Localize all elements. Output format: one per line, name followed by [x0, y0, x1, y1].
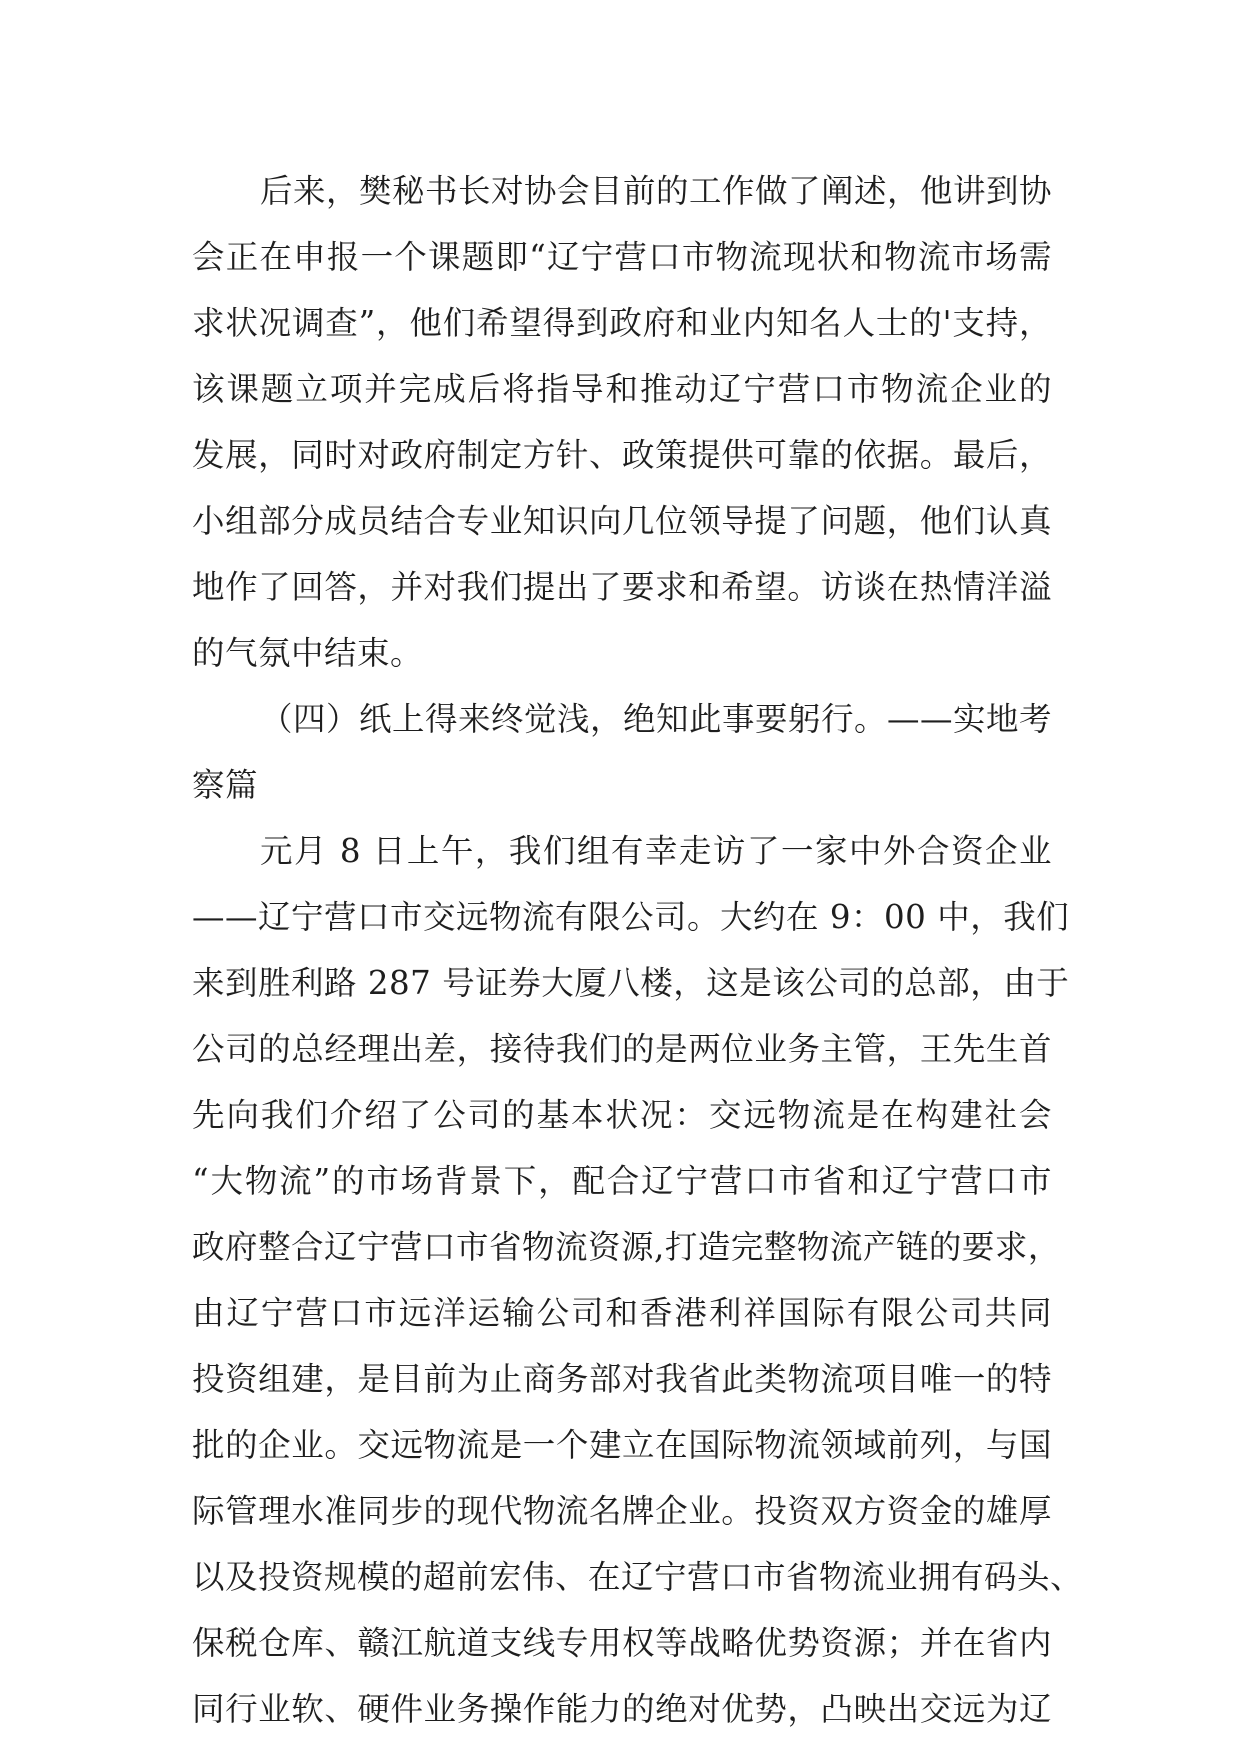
text-line: 元月 8 日上午，我们组有幸走访了一家中外合资企业	[260, 832, 1052, 870]
text-line: 发展，同时对政府制定方针、政策提供可靠的依据。最后，	[192, 436, 1052, 474]
section-heading	[192, 686, 1052, 818]
text-line: 后来，樊秘书长对协会目前的工作做了阐述，他讲到协	[260, 172, 1053, 210]
text-line: 求状况调查”，他们希望得到政府和业内知名人士的'支持，	[192, 304, 1052, 342]
text-line: “大物流”的市场背景下，配合辽宁营口市省和辽宁营口市	[192, 1162, 1052, 1200]
text-line: 地作了回答，并对我们提出了要求和希望。访谈在热情洋溢	[192, 568, 1052, 606]
text-line: 以及投资规模的超前宏伟、在辽宁营口市省物流业拥有码头、	[192, 1558, 1084, 1596]
paragraph-1	[192, 158, 1052, 686]
paragraph-2	[192, 818, 1084, 1742]
text-line: 由辽宁营口市远洋运输公司和香港利祥国际有限公司共同	[192, 1294, 1052, 1332]
text-line: 政府整合辽宁营口市省物流资源,打造完整物流产链的要求，	[192, 1228, 1061, 1266]
text-line: ——辽宁营口市交远物流有限公司。大约在 9：00 中，我们	[192, 898, 1070, 936]
document-body	[192, 158, 1084, 1742]
text-line: 同行业软、硬件业务操作能力的绝对优势，凸映出交远为辽	[192, 1690, 1052, 1728]
text-line: 小组部分成员结合专业知识向几位领导提了问题，他们认真	[192, 502, 1052, 540]
text-line: 公司的总经理出差，接待我们的是两位业务主管，王先生首	[192, 1030, 1052, 1068]
text-line: 的气氛中结束。	[192, 634, 424, 672]
text-line: 先向我们介绍了公司的基本状况：交远物流是在构建社会	[192, 1096, 1052, 1134]
text-line: 该课题立项并完成后将指导和推动辽宁营口市物流企业的	[192, 370, 1052, 408]
text-line: 保税仓库、赣江航道支线专用权等战略优势资源；并在省内	[192, 1624, 1052, 1662]
text-line: 来到胜利路 287 号证券大厦八楼，这是该公司的总部，由于	[192, 964, 1070, 1002]
heading-line: （四）纸上得来终觉浅，绝知此事要躬行。——实地考	[260, 700, 1053, 738]
text-line: 会正在申报一个课题即“辽宁营口市物流现状和物流市场需	[192, 238, 1052, 276]
text-line: 投资组建，是目前为止商务部对我省此类物流项目唯一的特	[192, 1360, 1052, 1398]
text-line: 际管理水准同步的现代物流名牌企业。投资双方资金的雄厚	[192, 1492, 1052, 1530]
text-line: 批的企业。交远物流是一个建立在国际物流领域前列，与国	[192, 1426, 1052, 1464]
heading-line: 察篇	[192, 766, 259, 804]
